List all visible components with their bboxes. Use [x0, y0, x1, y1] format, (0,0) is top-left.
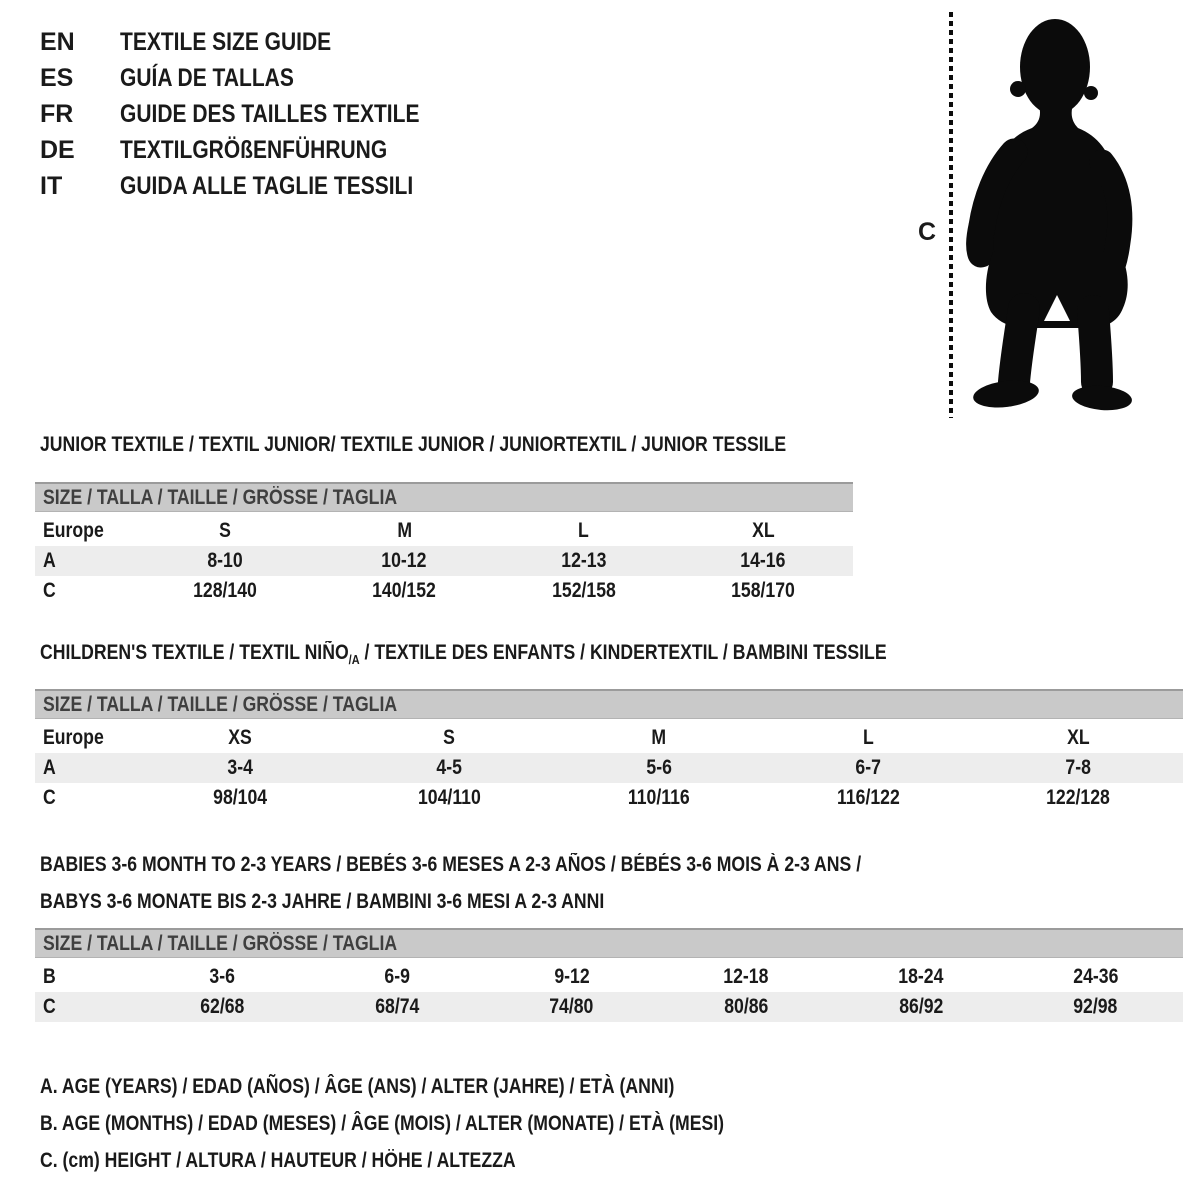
- row-label: A: [43, 756, 56, 779]
- height-measure-dashed-line: [949, 12, 953, 418]
- age-cell: 6-7: [855, 756, 882, 779]
- age-cell: 12-13: [561, 549, 607, 572]
- babies-size-table: [35, 928, 1183, 1022]
- legend-age-years: A. AGE (YEARS) / EDAD (AÑOS) / ÂGE (ANS) / ALTER (JAHRE) / ETÀ (ANNI): [40, 1074, 675, 1098]
- language-row-it: [40, 168, 477, 204]
- height-cell: 116/122: [837, 786, 900, 809]
- age-cell: 10-12: [381, 549, 427, 572]
- legend-height-cm: C. (cm) HEIGHT / ALTURA / HAUTEUR / HÖHE / ALTEZZA: [40, 1148, 516, 1172]
- language-row-de: [40, 132, 477, 168]
- size-cell: XS: [228, 726, 252, 749]
- age-cell: 7-8: [1065, 756, 1091, 779]
- size-header-bar: SIZE / TALLA / TAILLE / GRÖSSE / TAGLIA: [35, 928, 1183, 958]
- children-size-table: [35, 689, 1183, 813]
- table-row-height-cm: [35, 576, 853, 606]
- language-code: IT: [40, 171, 63, 200]
- age-cell: 6-9: [384, 965, 410, 988]
- row-label: B: [43, 965, 56, 988]
- height-cell: 140/152: [372, 579, 437, 602]
- language-code: DE: [40, 135, 75, 164]
- row-label: Europe: [43, 519, 104, 542]
- babies-section-title: BABIES 3-6 MONTH TO 2-3 YEARS / BEBÉS 3-6 MESES A 2-3 AÑOS / BÉBÉS 3-6 MOIS À 2-3 ANS / BABYS 3-6 MONATE BIS 2-3 JAHRE / BAMBINI 3-6 MESI A 2-3 ANNI: [40, 853, 862, 913]
- size-header-bar: SIZE / TALLA / TAILLE / GRÖSSE / TAGLIA: [35, 689, 1183, 719]
- age-cell: 9-12: [554, 965, 590, 988]
- size-cell: L: [863, 726, 874, 749]
- age-cell: 12-18: [723, 965, 769, 988]
- height-cell: 152/158: [551, 579, 616, 602]
- table-row-age-years: [35, 546, 853, 576]
- height-cell: 128/140: [192, 579, 257, 602]
- size-cell: L: [578, 519, 590, 542]
- size-header-bar: SIZE / TALLA / TAILLE / GRÖSSE / TAGLIA: [35, 482, 853, 512]
- size-cell: XL: [1066, 726, 1090, 749]
- height-cell: 122/128: [1046, 786, 1111, 809]
- height-cell: 92/98: [1073, 995, 1118, 1018]
- table-row-age-months: [35, 962, 1183, 992]
- children-section-title: CHILDREN'S TEXTILE / TEXTIL $NIÑO_{/A}$ / TEXTILE DES ENFANTS / KINDERTEXTIL / BAMBINI TESSILE: [40, 641, 887, 668]
- row-label: Europe: [43, 726, 104, 749]
- guide-title-it: GUIDA ALLE TAGLIE TESSILI: [120, 171, 414, 200]
- language-title-list: [40, 24, 477, 204]
- height-cell: 68/74: [374, 995, 420, 1018]
- language-code: FR: [40, 99, 74, 128]
- height-cell: 62/68: [200, 995, 245, 1018]
- row-label: A: [43, 549, 56, 572]
- size-cell: S: [218, 519, 231, 542]
- guide-title-es: GUÍA DE TALLAS: [120, 63, 294, 92]
- size-cell: XL: [751, 519, 775, 542]
- language-row-fr: [40, 96, 477, 132]
- height-cell: 158/170: [731, 579, 796, 602]
- guide-title-fr: GUIDE DES TAILLES TEXTILE: [120, 99, 420, 128]
- size-cell: M: [651, 726, 667, 749]
- legend: [40, 1068, 854, 1179]
- height-cell: 74/80: [549, 995, 594, 1018]
- age-cell: 14-16: [740, 549, 786, 572]
- junior-size-table: [35, 482, 853, 606]
- age-cell: 3-6: [209, 965, 236, 988]
- height-cell: 110/116: [628, 786, 690, 809]
- nino-a-subscript: /A: [348, 652, 360, 668]
- age-cell: 24-36: [1073, 965, 1119, 988]
- age-cell: 8-10: [207, 549, 243, 572]
- language-code: ES: [40, 63, 74, 92]
- age-cell: 4-5: [436, 756, 463, 779]
- age-cell: 5-6: [646, 756, 672, 779]
- table-row-height-cm: [35, 783, 1183, 813]
- row-label: C: [43, 995, 56, 1018]
- table-row-age-years: [35, 753, 1183, 783]
- language-code: EN: [40, 27, 75, 56]
- toddler-silhouette-icon: [960, 14, 1155, 416]
- guide-title-en: TEXTILE SIZE GUIDE: [120, 27, 332, 56]
- guide-title-de: TEXTILGRÖßENFÜHRUNG: [120, 135, 388, 164]
- row-label: C: [43, 786, 56, 809]
- height-cell: 104/110: [417, 786, 481, 809]
- height-cell: 80/86: [724, 995, 769, 1018]
- height-measure-label: C: [918, 218, 937, 246]
- table-row-europe: [35, 723, 1183, 753]
- size-cell: M: [396, 519, 412, 542]
- table-row-europe: [35, 516, 853, 546]
- size-cell: S: [443, 726, 456, 749]
- height-cell: 98/104: [212, 786, 267, 809]
- legend-age-months: B. AGE (MONTHS) / EDAD (MESES) / ÂGE (MOIS) / ALTER (MONATE) / ETÀ (MESI): [40, 1111, 725, 1135]
- language-row-es: [40, 60, 477, 96]
- row-label: C: [43, 579, 56, 602]
- age-cell: 3-4: [227, 756, 253, 779]
- language-row-en: [40, 24, 477, 60]
- height-cell: 86/92: [898, 995, 944, 1018]
- table-row-height-cm: [35, 992, 1183, 1022]
- junior-section-title: JUNIOR TEXTILE / TEXTIL JUNIOR/ TEXTILE JUNIOR / JUNIORTEXTIL / JUNIOR TESSILE: [40, 433, 787, 456]
- age-cell: 18-24: [898, 965, 944, 988]
